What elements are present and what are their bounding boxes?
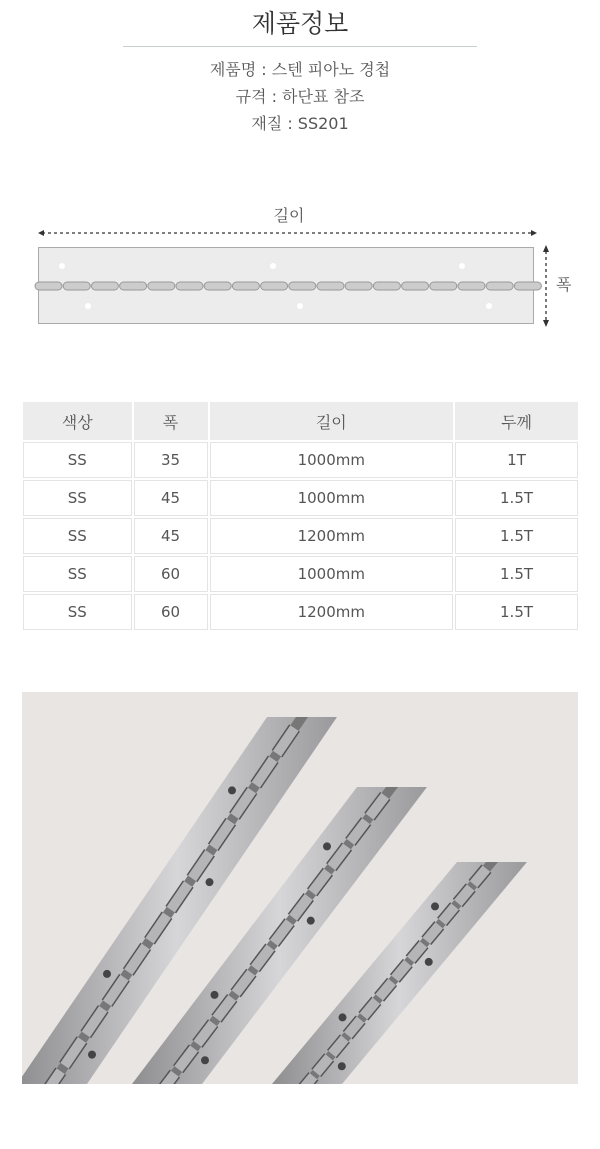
table-cell: 1000mm <box>210 556 454 592</box>
table-cell: 1200mm <box>210 518 454 554</box>
knuckle <box>486 282 513 290</box>
table-cell: 1000mm <box>210 442 454 478</box>
table-cell: 1200mm <box>210 594 454 630</box>
knuckle <box>458 282 485 290</box>
column-header: 폭 <box>134 402 208 440</box>
table-cell: SS <box>23 518 132 554</box>
table-cell: 1.5T <box>455 594 578 630</box>
knuckle <box>232 282 259 290</box>
table-row <box>23 518 578 554</box>
length-label: 길이 <box>273 206 305 225</box>
arrow-down-icon <box>543 320 549 327</box>
arrow-right-icon <box>531 230 537 236</box>
table-cell: 1.5T <box>455 480 578 516</box>
info-name: 제품명 : 스텐 피아노 경첩 <box>209 60 391 79</box>
table-row <box>23 480 578 516</box>
arrow-left-icon <box>38 230 44 236</box>
knuckle <box>91 282 118 290</box>
knuckle <box>176 282 203 290</box>
knuckle <box>63 282 90 290</box>
table-cell: 45 <box>134 518 208 554</box>
knuckle <box>35 282 62 290</box>
table-row <box>23 556 578 592</box>
column-header: 두께 <box>455 402 578 440</box>
product-photo <box>22 692 578 1084</box>
knuckle <box>204 282 231 290</box>
knuckle <box>402 282 429 290</box>
info-spec: 규격 : 하단표 참조 <box>235 87 365 106</box>
table-cell: 60 <box>134 594 208 630</box>
column-header: 길이 <box>210 402 454 440</box>
width-label: 폭 <box>556 275 572 294</box>
knuckle <box>514 282 541 290</box>
table-cell: 1.5T <box>455 556 578 592</box>
table-cell: 1.5T <box>455 518 578 554</box>
table-cell: 45 <box>134 480 208 516</box>
knuckle <box>317 282 344 290</box>
knuckle <box>430 282 457 290</box>
knuckle <box>261 282 288 290</box>
info-material: 재질 : SS201 <box>251 114 349 133</box>
hinge-diagram <box>30 225 560 335</box>
table-row <box>23 594 578 630</box>
knuckle <box>345 282 372 290</box>
page-title: 제품정보 <box>251 9 349 38</box>
table-cell: 1000mm <box>210 480 454 516</box>
table-cell: SS <box>23 594 132 630</box>
knuckle <box>373 282 400 290</box>
table-cell: 60 <box>134 556 208 592</box>
table-cell: SS <box>23 556 132 592</box>
column-header: 색상 <box>23 402 132 440</box>
knuckle <box>120 282 147 290</box>
table-cell: SS <box>23 480 132 516</box>
knuckle <box>148 282 175 290</box>
table-cell: SS <box>23 442 132 478</box>
divider <box>123 46 477 47</box>
table-row <box>23 442 578 478</box>
table-cell: 35 <box>134 442 208 478</box>
table-cell: 1T <box>455 442 578 478</box>
hinge-photo-illustration <box>22 692 578 1084</box>
knuckle <box>289 282 316 290</box>
spec-table <box>21 400 580 632</box>
arrow-up-icon <box>543 245 549 252</box>
